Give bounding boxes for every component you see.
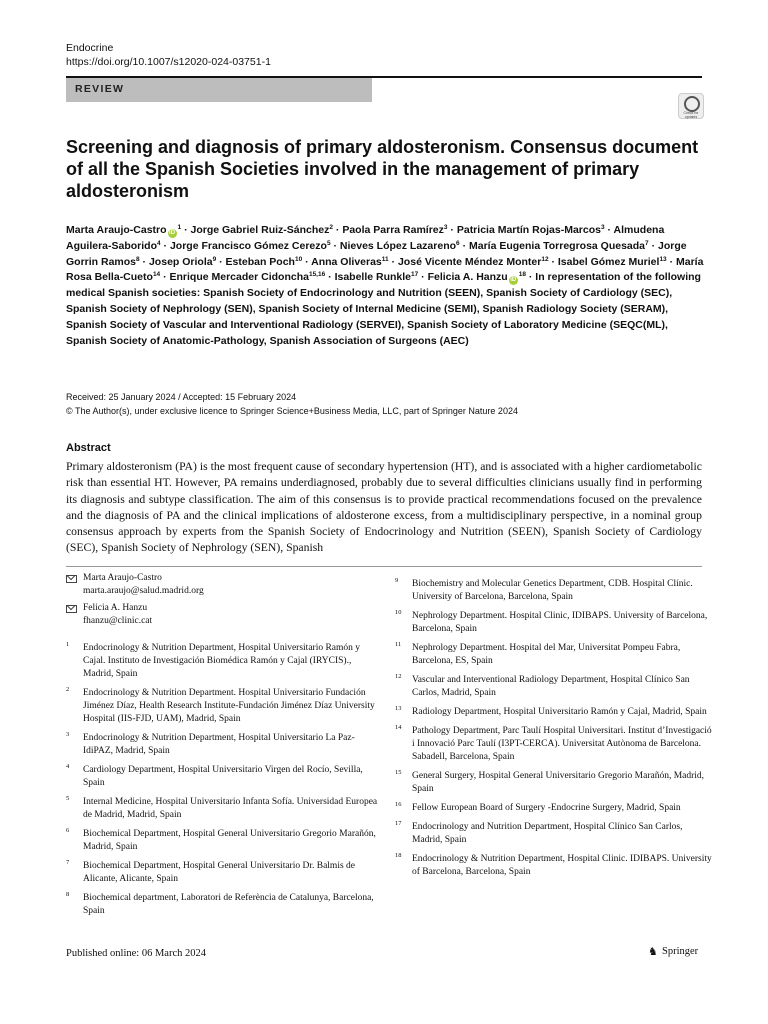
affiliation-text: Endocrinology & Nutrition Department. Hospital Universitario Fundación Jiménez Díaz, Health Research Institute-Fundación Jiménez Díaz University Hospital (IIS-FJD, UAM), Madrid, Spain [83, 688, 375, 724]
footnote-divider [66, 566, 702, 567]
author-affil: 11 [381, 255, 389, 263]
author-affil: 4 [157, 239, 161, 247]
affiliation-7 [66, 860, 384, 886]
author-list [66, 223, 706, 349]
contact-email[interactable]: fhanzu@clinic.cat [83, 616, 153, 626]
author-name[interactable]: · Paola Parra Ramírez [333, 224, 444, 236]
affiliation-text: Endocrinology & Nutrition Department, Hospital Universitario La Paz-IdiPAZ, Madrid, Spain [83, 733, 355, 756]
affiliation-text: Biochemical Department, Hospital General Universitario Gregorio Marañón, Madrid, Spain [83, 829, 376, 852]
affiliation-number: 12 [395, 673, 402, 680]
copyright-notice: © The Author(s), under exclusive licence to Springer Science+Business Media, LLC, part of Springer Nature 2024 [66, 406, 518, 416]
affiliation-number: 11 [395, 641, 402, 648]
affiliation-number: 10 [395, 609, 402, 616]
contact-email[interactable]: marta.araujo@salud.madrid.org [83, 586, 204, 596]
check-for-updates-badge[interactable] [678, 93, 704, 119]
affiliation-8 [66, 892, 384, 918]
envelope-icon [66, 605, 77, 613]
author-name[interactable]: · Jorge Francisco Gómez Cerezo [160, 239, 327, 252]
publisher-logo [648, 946, 698, 958]
author-name[interactable]: · Esteban Poch [216, 255, 295, 268]
author-affil: 3 [600, 224, 605, 231]
affiliation-13 [395, 706, 713, 719]
affiliation-number: 8 [66, 891, 70, 898]
author-affil: 18 [518, 271, 526, 279]
affiliation-5 [66, 796, 384, 822]
author-name[interactable]: · Anna Oliveras [302, 255, 382, 268]
contact-name: Felicia A. Hanzu [83, 603, 148, 613]
author-name[interactable]: · José Vicente Méndez Monter [388, 255, 542, 268]
abstract-heading: Abstract [66, 442, 111, 454]
author-affil: 14 [152, 271, 161, 279]
affiliation-text: Biochemical department, Laboratori de Referència de Catalunya, Barcelona, Spain [83, 893, 374, 916]
affiliation-4 [66, 764, 384, 790]
author-name[interactable]: · Felicia A. Hanzu [418, 271, 508, 284]
right-footnote-column [395, 572, 713, 879]
received-accepted-dates: Received: 25 January 2024 / Accepted: 15 February 2024 [66, 392, 297, 402]
societies-statement: · In representation of the following medical Spanish societies: Spanish Society of Endocrinology and Nutrition (SEEN), Spanish Society of Cardiology (SEC), Spanish Society of Nephrology (SEN), Spanish Society of Internal Medicine (SEMI), Spanish Radiology Society (SERAM), Spanish Society of Vascular and Interventional Radiology (SERVEI), Spanish Society of Laboratory Medicine (SEQC(ML), Spanish Society of Anatomic-Pathology, Spanish Association of Surgeons (AEC) [66, 271, 701, 347]
affiliation-number: 15 [395, 769, 402, 776]
author-affil: 8 [136, 255, 140, 263]
envelope-icon [66, 575, 77, 583]
author-name[interactable]: · María Eugenia Torregrosa Quesada [459, 239, 646, 252]
affiliation-9 [395, 578, 713, 604]
author-affil: 10 [294, 255, 303, 263]
affiliation-17 [395, 821, 713, 847]
affiliation-18 [395, 853, 713, 879]
affiliation-number: 3 [66, 731, 70, 738]
article-type-label: REVIEW [75, 83, 125, 95]
affiliation-text: Biochemical Department, Hospital General Universitario Dr. Balmis de Alicante, Alicante, Spain [83, 861, 355, 884]
affiliation-text: General Surgery, Hospital General Universitario Gregorio Marañón, Madrid, Spain [412, 771, 705, 794]
author-name[interactable]: · Isabel Gómez Muriel [548, 255, 660, 268]
affiliation-12 [395, 674, 713, 700]
affiliation-11 [395, 642, 713, 668]
author-name[interactable]: · Patricia Martín Rojas-Marcos [447, 224, 601, 236]
affiliation-3 [66, 732, 384, 758]
affiliation-1 [66, 642, 384, 681]
author-name[interactable]: · Isabelle Runkle [325, 271, 412, 284]
contact-name: Marta Araujo-Castro [83, 573, 162, 583]
affiliation-14 [395, 725, 713, 764]
check-for-updates-label: Check for updates [683, 111, 699, 119]
affiliation-text: Endocrinology and Nutrition Department, Hospital Clínico San Carlos, Madrid, Spain [412, 822, 683, 845]
affiliation-16 [395, 802, 713, 815]
affiliation-number: 16 [395, 801, 402, 808]
author-affil: 13 [659, 255, 667, 263]
author-affil: 2 [329, 224, 333, 231]
author-affil: 12 [541, 255, 549, 263]
publisher-name: Springer [662, 946, 699, 957]
orcid-icon[interactable]: iD [510, 277, 517, 284]
affiliation-text: Radiology Department, Hospital Universitario Ramón y Cajal, Madrid, Spain [412, 707, 707, 717]
author-affil: 15,16 [308, 271, 326, 279]
affiliation-15 [395, 770, 713, 796]
author-name[interactable]: · Jorge Gabriel Ruiz-Sánchez [181, 224, 330, 236]
author-affil: 3 [443, 224, 448, 231]
author-affil: 9 [212, 255, 217, 263]
affiliation-text: Biochemistry and Molecular Genetics Department, CDB. Hospital Clínic. University of Barcelona, Barcelona, Spain [412, 579, 693, 602]
article-type-bar [66, 78, 372, 102]
affiliation-number: 2 [66, 686, 70, 693]
affiliation-text: Nephrology Department. Hospital del Mar, Universitat Pompeu Fabra, Barcelona, ES, Spain [412, 643, 681, 666]
author-name[interactable]: · Enrique Mercader Cidoncha [160, 271, 309, 284]
affiliation-number: 18 [395, 852, 402, 859]
author-affil: 1 [177, 224, 182, 231]
affiliation-text: Pathology Department, Parc Taulí Hospital Universitari. Institut d’Investigació i Innovació Parc Taulí (I3PT-CERCA). Universitat Autònoma de Barcelona. Sabadell, Barcelona, Spain [412, 726, 712, 762]
journal-header [66, 41, 271, 69]
springer-horse-icon: ♞ [648, 946, 658, 958]
author-name[interactable]: Marta Araujo-Castro [66, 224, 167, 236]
affiliation-number: 4 [66, 763, 70, 770]
author-name[interactable]: · Almudena Aguilera-Saborido [66, 224, 665, 252]
check-for-updates-icon [684, 96, 700, 112]
affiliation-number: 6 [66, 827, 70, 834]
affiliation-text: Nephrology Department. Hospital Clinic, IDIBAPS. University of Barcelona, Barcelona, Spain [412, 611, 708, 634]
author-name[interactable]: · Nieves López Lazareno [330, 239, 457, 252]
author-affil: 17 [411, 271, 419, 279]
affiliation-text: Cardiology Department, Hospital Universitario Virgen del Rocío, Sevilla, Spain [83, 765, 363, 788]
affiliation-number: 13 [395, 705, 402, 712]
author-name[interactable]: · Jorge Gorrin Ramos [66, 239, 687, 268]
author-affil: 6 [456, 239, 460, 247]
affiliation-text: Internal Medicine, Hospital Universitario Infanta Sofía. Universidad Europea de Madrid, Madrid, Spain [83, 797, 378, 820]
correspondence-1 [66, 572, 384, 598]
correspondence-2 [66, 602, 384, 628]
left-footnote-column [66, 572, 384, 918]
author-name[interactable]: · Josep Oriola [139, 255, 213, 268]
doi-link[interactable]: https://doi.org/10.1007/s12020-024-03751-1 [66, 56, 271, 68]
author-affil: 5 [326, 239, 331, 247]
author-affil: 7 [645, 239, 649, 247]
affiliation-10 [395, 610, 713, 636]
affiliation-text: Vascular and Interventional Radiology Department, Hospital Clínico San Carlos, Madrid, Spain [412, 675, 690, 698]
affiliation-number: 17 [395, 820, 402, 827]
affiliation-text: Fellow European Board of Surgery -Endocrine Surgery, Madrid, Spain [412, 803, 681, 813]
article-title: Screening and diagnosis of primary aldosteronism. Consensus document of all the Spanish Societies involved in the management of primary aldosteronism [66, 137, 699, 201]
affiliation-number: 5 [66, 795, 70, 802]
affiliation-number: 9 [395, 577, 399, 584]
abstract-text: Primary aldosteronism (PA) is the most frequent cause of secondary hypertension (HT), and is associated with a higher cardiometabolic risk than essential HT. However, PA remains underdiagnosed, probably due to several difficulties clinicians usually find in performing its diagnosis and subtype classification. The aim of this consensus is to provide practical recommendations focused on the prevalence and the diagnosis of PA and the clinical implications of aldosterone excess, from a multidisciplinary perspective, in a nominal group consensus approach by experts from the Spanish Society of Endocrinology and Nutrition (SEEN), Spanish Society of Cardiology (SEC), Spanish Society of Nephrology (SEN), Spanish [66, 460, 702, 555]
affiliation-number: 7 [66, 859, 70, 866]
affiliation-text: Endocrinology & Nutrition Department, Hospital Clinic. IDIBAPS. University of Barcelona, Barcelona, Spain [412, 854, 712, 877]
affiliation-text: Endocrinology & Nutrition Department, Hospital Universitario Ramón y Cajal. Instituto de Investigación Biomédica Ramón y Cajal (IRYCIS)., Madrid, Spain [83, 643, 361, 679]
published-date: Published online: 06 March 2024 [66, 948, 206, 959]
affiliation-6 [66, 828, 384, 854]
affiliation-number: 14 [395, 724, 402, 731]
affiliation-2 [66, 687, 384, 726]
affiliation-number: 1 [66, 641, 70, 648]
author-name[interactable]: · María Rosa Bella-Cueto [66, 255, 704, 284]
orcid-icon[interactable]: iD [169, 230, 176, 236]
journal-name: Endocrine [66, 42, 114, 54]
